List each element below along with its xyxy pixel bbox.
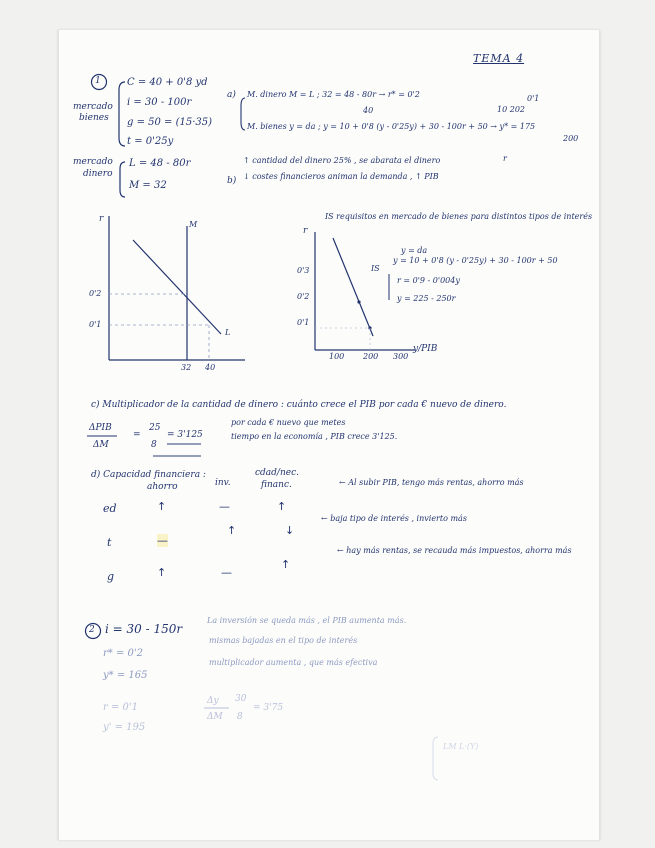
partd-col-financ: financ. xyxy=(261,480,292,490)
bienes-label-2: bienes xyxy=(79,113,109,123)
eq-impuestos: t = 0'25y xyxy=(127,136,174,147)
notebook-page xyxy=(58,30,600,840)
eq-oferta-dinero: M = 32 xyxy=(129,180,167,191)
g2-is-label: IS xyxy=(371,264,380,273)
g2-tick-02: 0'2 xyxy=(297,292,310,301)
partc-note-2: tiempo en la economía , PIB crece 3'125. xyxy=(231,432,398,441)
partc-equals-sign: = xyxy=(133,430,141,440)
ex2-r2: r = 0'1 xyxy=(103,702,138,713)
partc-result: = 3'125 xyxy=(167,430,203,440)
g1-x-40: 40 xyxy=(205,363,216,372)
ex2-mult-num: Δy xyxy=(207,696,219,706)
ex2-y-star: y* = 165 xyxy=(103,670,148,681)
g2-x-300: 300 xyxy=(393,352,409,361)
eq-gasto: g = 50 = (15·35) xyxy=(127,117,213,128)
row-g-label: g xyxy=(107,570,115,583)
row-g-cdad: ↑ xyxy=(281,558,291,571)
ex2-mult-res: = 3'75 xyxy=(253,703,284,713)
row-t-cdad: ↓ xyxy=(285,524,295,537)
eq-consumo: C = 40 + 0'8 yd xyxy=(127,77,208,88)
row-ed-label: ed xyxy=(103,502,117,515)
ex2-eq: i = 30 - 150r xyxy=(105,622,183,636)
part-b-label: b) xyxy=(227,176,237,186)
b-line-2: ↓ costes financieros animan la demanda , ↑ PIB xyxy=(243,172,439,181)
part-a-label: a) xyxy=(227,90,236,100)
row-t-ahorro: — xyxy=(157,534,168,547)
g2-is-eq1: y = 10 + 0'8 (y - 0'25y) + 30 - 100r + 50 xyxy=(393,256,558,265)
partc-frac-num: ΔPIB xyxy=(89,423,112,433)
a-bienes-line: M. bienes y = da ; y = 10 + 0'8 (y - 0'25y) + 30 - 100r + 50 → y* = 175 xyxy=(247,122,536,131)
a-dinero-line: M. dinero M = L ; 32 = 48 - 80r → r* = 0'2 xyxy=(247,90,420,99)
g2-yda: y = da xyxy=(401,246,428,255)
ex2-note-1: La inversión se queda más , el PIB aumenta más. xyxy=(207,616,407,625)
ex2-faint-note: LM L·(Y) xyxy=(443,742,479,751)
g2-point-1 xyxy=(357,300,360,303)
g1-m-label: M xyxy=(189,220,198,229)
partc-note-1: por cada € nuevo que metes xyxy=(231,418,346,427)
b-line-1-sym: r xyxy=(503,154,507,163)
a-dinero-note2: 10 202 xyxy=(497,105,525,114)
partc-title: c) Multiplicador de la cantidad de dinero : cuánto crece el PIB por cada € nuevo de dinero. xyxy=(91,400,507,410)
a-dinero-note: 0'1 xyxy=(527,94,540,103)
g2-r-label: r xyxy=(303,226,308,236)
g2-x-100: 100 xyxy=(329,352,345,361)
partd-title: d) Capacidad financiera : xyxy=(91,470,206,480)
a-dinero-sub: 40 xyxy=(363,106,374,115)
g2-is-eq2: r = 0'9 - 0'004y xyxy=(397,276,460,285)
g1-x-32: 32 xyxy=(181,363,192,372)
eq-demanda-dinero: L = 48 - 80r xyxy=(129,158,191,169)
dinero-label-2: dinero xyxy=(83,169,113,179)
partc-frac-den: ΔM xyxy=(93,440,109,450)
g2-xlabel: y/PIB xyxy=(413,344,438,354)
ex2-r-star: r* = 0'2 xyxy=(103,648,143,659)
ex2-mult-den: ΔM xyxy=(207,712,223,722)
g2-is-line xyxy=(333,238,373,336)
g1-tick-01: 0'1 xyxy=(89,320,102,329)
partd-col-ahorro: ahorro xyxy=(147,482,178,492)
partd-col-inv: inv. xyxy=(215,478,231,488)
ex2-note-3: multiplicador aumenta , que más efectiva xyxy=(209,658,378,667)
g1-l-label: L xyxy=(225,328,231,337)
row-ed-inv: — xyxy=(219,500,230,513)
a-bienes-note: 200 xyxy=(563,134,579,143)
row-ed-ahorro: ↑ xyxy=(157,500,167,513)
tema-heading: TEMA 4 xyxy=(473,52,525,65)
partd-col-cdad: cdad/nec. xyxy=(255,468,299,478)
ex2-note-2: mismas bajadas en el tipo de interés xyxy=(209,636,358,645)
row-g-inv: — xyxy=(221,566,232,579)
ex2-number: 2 xyxy=(89,625,95,635)
row-ed-note: ← Al subir PIB, tengo más rentas, ahorro más xyxy=(339,478,524,487)
ex2-mult-val-num: 30 xyxy=(235,694,247,704)
partc-val-num: 25 xyxy=(149,423,161,433)
row-t-label: t xyxy=(107,536,112,549)
ex1-number: 1 xyxy=(95,76,101,86)
row-t-inv: ↑ xyxy=(227,524,237,537)
g2-title: IS requisitos en mercado de bienes para distintos tipos de interés xyxy=(325,212,593,221)
row-ed-cdad: ↑ xyxy=(277,500,287,513)
g1-r-label: r xyxy=(99,214,104,224)
ex2-mult-val-den: 8 xyxy=(237,712,243,722)
eq-inversion: i = 30 - 100r xyxy=(127,97,192,108)
g2-is-eq3: y = 225 - 250r xyxy=(397,294,456,303)
dinero-label-1: mercado xyxy=(73,157,113,167)
g2-x-200: 200 xyxy=(363,352,379,361)
row-t-note: ← baja tipo de interés , invierto más xyxy=(321,514,467,523)
g1-tick-02: 0'2 xyxy=(89,289,102,298)
g2-tick-03: 0'3 xyxy=(297,266,310,275)
b-line-1: ↑ cantidad del dinero 25% , se abarata el dinero xyxy=(243,156,441,165)
row-g-ahorro: ↑ xyxy=(157,566,167,579)
ex2-y2: y' = 195 xyxy=(103,722,146,733)
bienes-label-1: mercado xyxy=(73,102,113,112)
partc-val-den: 8 xyxy=(151,440,157,450)
g2-tick-01: 0'1 xyxy=(297,318,310,327)
row-g-note: ← hay más rentas, se recauda más impuestos, ahorra más xyxy=(337,546,572,555)
